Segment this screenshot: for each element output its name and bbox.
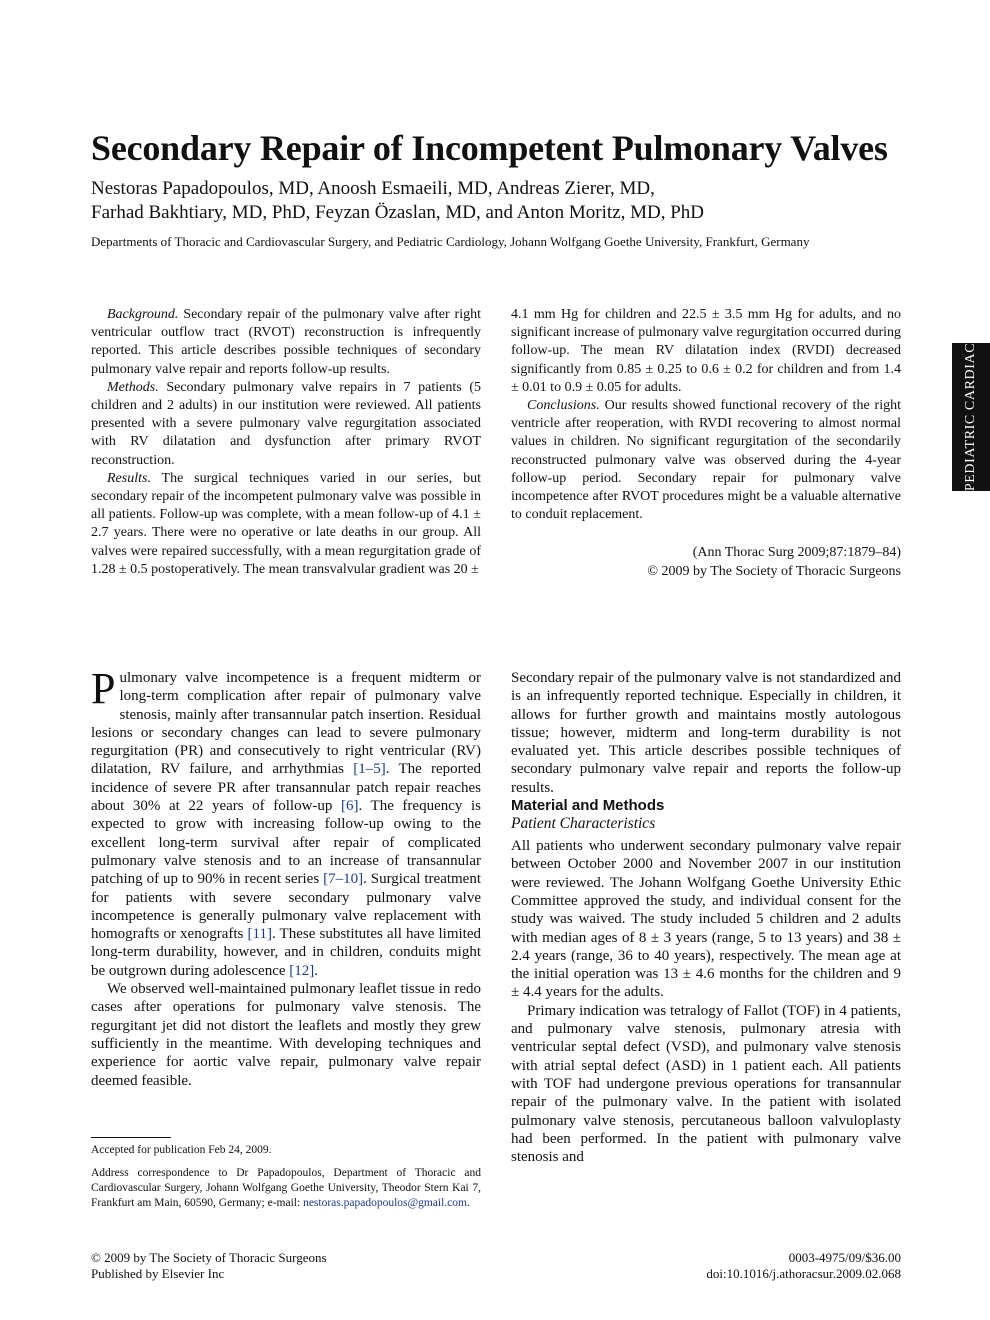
methods-paragraph-2: Primary indication was tetralogy of Fallot (TOF) in 4 patients, and pulmonary valve stenosis, pulmonary atresia with ventricular septal defect (VSD), and pulmonary valve stenosis with atrial septal defect (ASD) in 1 patient each. All patients with TOF had undergone previous operations for transannular repair of the pulmonary valve. In the patient with isolated pulmonary valve stenosis, percutaneous balloon valvuloplasty had been performed. In the patient with pulmonary valve stenosis and (511, 1002, 901, 1166)
author-list (91, 177, 891, 225)
intro-text-b: . The reported incidence of severe PR after transannular patch repair reaches about 30% at 22 years of follow-up (91, 761, 481, 815)
results-label: Results. (107, 470, 151, 486)
journal-citation: (Ann Thorac Surg 2009;87:1879–84) (692, 545, 901, 561)
background-label: Background. (107, 307, 179, 322)
intro-text-a: ulmonary valve incompetence is a frequent midterm or long-term complication after repair of pulmonary valve stenosis, mainly after transannular patch insertion. Residual lesions or secondary changes can lead to severe pulmonary regurgitation (PR) and consecutively to right ventricular (RV) dilatation, RV failure, and arrhythmias (91, 670, 481, 778)
correspondence-text: Address correspondence to Dr Papadopoulos, Department of Thoracic and Cardiovascular Surgery, Johann Wolfgang Goethe University, Theodor Stern Kai 7, Frankfurt am Main, 60590, Germany; e-mail: (91, 1167, 481, 1209)
abstract-methods (91, 379, 481, 470)
body-right-column (511, 669, 901, 1166)
abstract-right-column (511, 306, 901, 581)
body-left-column (91, 664, 482, 1090)
abstract-results (91, 470, 481, 579)
footer-copyright: © 2009 by The Society of Thoracic Surgeons (91, 1250, 327, 1265)
footer-doi: doi:10.1016/j.athoracsur.2009.02.068 (706, 1265, 901, 1281)
drop-cap: P (91, 664, 116, 713)
abstract-left-column (91, 306, 481, 579)
abstract-conclusions (511, 397, 901, 524)
intro-text-c: . The frequency is expected to grow with increasing follow-up owing to the excellent long-term survival after repair of complicated pulmonary valve stenosis and to an increase of transannular patching of up to 90% in recent series (91, 798, 481, 888)
intro-paragraph-1 (91, 664, 482, 980)
methods-label: Methods. (107, 379, 159, 395)
affiliation: Departments of Thoracic and Cardiovascular Surgery, and Pediatric Cardiology, Johann Wolfgang Goethe University, Frankfurt, Germany (91, 234, 810, 249)
section-heading: Material and Methods (511, 797, 665, 815)
intro-text-f: . (314, 962, 319, 979)
intro-paragraph-2: We observed well-maintained pulmonary leaflet tissue in redo cases after operations for pulmonary valve stenosis. The regurgitant jet did not distort the leaflets and mostly they grew sufficiently in the meantime. With developing techniques and experience for aortic valve repair, pulmonary valve repair deemed feasible. (91, 981, 481, 1089)
authors-line-1: Nestoras Papadopoulos, MD, Anoosh Esmaeili, MD, Andreas Zierer, MD, (91, 178, 655, 199)
authors-line-2: Farhad Bakhtiary, MD, PhD, Feyzan Özaslan, MD, and Anton Moritz, MD, PhD (91, 202, 705, 223)
conclusions-label: Conclusions. (527, 398, 600, 414)
subsection-heading: Patient Characteristics (511, 815, 656, 833)
section-tab (952, 343, 990, 491)
correspondence-end: . (466, 1197, 470, 1209)
footnote-rule (91, 1137, 171, 1138)
footer-left (91, 1250, 327, 1281)
abstract-results-continued: 4.1 mm Hg for children and 22.5 ± 3.5 mm Hg for adults, and no significant increase of pulmonary valve regurgitation occurred during follow-up. The mean RV dilatation index (RVDI) decreased significantly from 0.85 ± 0.25 to 0.6 ± 0.2 for children and from 1.4 ± 0.01 to 0.9 ± 0.05 for adults. (511, 307, 901, 395)
email-link[interactable]: nestoras.papadopoulos@gmail.com (303, 1197, 467, 1209)
footer-right (611, 1250, 901, 1281)
footer-publisher: Published by Elsevier Inc (91, 1265, 225, 1281)
intro-text-e: . These substitutes all have limited long-term durability, however, and in children, conduits might be outgrown during adolescence (91, 926, 481, 979)
accepted-note: Accepted for publication Feb 24, 2009. (91, 1144, 272, 1156)
methods-paragraph-1: All patients who underwent secondary pulmonary valve repair between October 2000 and November 2007 in our institution were reviewed. The Johann Wolfgang Goethe University Ethic Committee approved the study, and individual consent for the study was waived. The study included 5 children and 2 adults with median ages of 8 ± 3 years (range, 5 to 13 years) and 38 ± 2.4 years (range, 36 to 40 years), respectively. The mean age at the initial operation was 13 ± 4.6 months for the children and 9 ± 4.4 years for the adults. (511, 838, 901, 1001)
reference-link[interactable]: [6] (340, 798, 359, 815)
section-tab-label: PEDIATRIC CARDIAC (963, 342, 978, 492)
correspondence-note (91, 1166, 481, 1211)
abstract-copyright: © 2009 by The Society of Thoracic Surgeons (647, 563, 901, 579)
reference-link[interactable]: [12] (289, 962, 315, 979)
footer-issn: 0003-4975/09/$36.00 (788, 1250, 901, 1265)
methods-text: Secondary pulmonary valve repairs in 7 patients (5 children and 2 adults) in our institution were reviewed. All patients presented with a severe pulmonary valve regurgitation associated with RV dilatation and dysfunction after primary RVOT reconstruction. (91, 379, 481, 468)
reference-link[interactable]: [11] (247, 926, 272, 943)
intro-text-d: . Surgical treatment for patients with severe secondary pulmonary valve incompetence is generally pulmonary valve replacement with homografts or xenografts (91, 871, 482, 943)
article-title: Secondary Repair of Incompetent Pulmonary Valves (91, 128, 888, 168)
reference-link[interactable]: [1–5] (353, 761, 386, 778)
results-text: The surgical techniques varied in our series, but secondary repair of the incompetent pulmonary valve was possible in all patients. Follow-up was complete, with a mean follow-up of 4.1 ± 2.7 years. There were no operative or late deaths in our group. All valves were repaired successfully, with a mean regurgitation grade of 1.28 ± 0.5 postoperatively. The mean transvalvular gradient was 20 ± (91, 470, 481, 577)
background-text: Secondary repair of the pulmonary valve after right ventricular outflow tract (RVOT) reconstruction is infrequently reported. This article describes possible techniques of secondary pulmonary valve repair and reports follow-up results. (91, 307, 481, 377)
reference-link[interactable]: [7–10] (323, 871, 364, 888)
abstract-background (91, 306, 481, 379)
conclusions-text: Our results showed functional recovery of the right ventricle after reoperation, with RVDI recovering to almost normal values in children. No significant regurgitation of the secondarily reconstructed pulmonary valve was observed during the 4-year follow-up period. Secondary repair for pulmonary valve incompetence after RVOT procedures might be a valuable alternative to conduit replacement. (511, 398, 901, 523)
intro-paragraph-3: Secondary repair of the pulmonary valve is not standardized and is an infrequently reported technique. Especially in children, it allows for further growth and maintains mostly autologous tissue; however, midterm and long-term durability is not evaluated yet. This article describes possible techniques of secondary pulmonary valve repair and reports the follow-up results. (511, 670, 901, 796)
